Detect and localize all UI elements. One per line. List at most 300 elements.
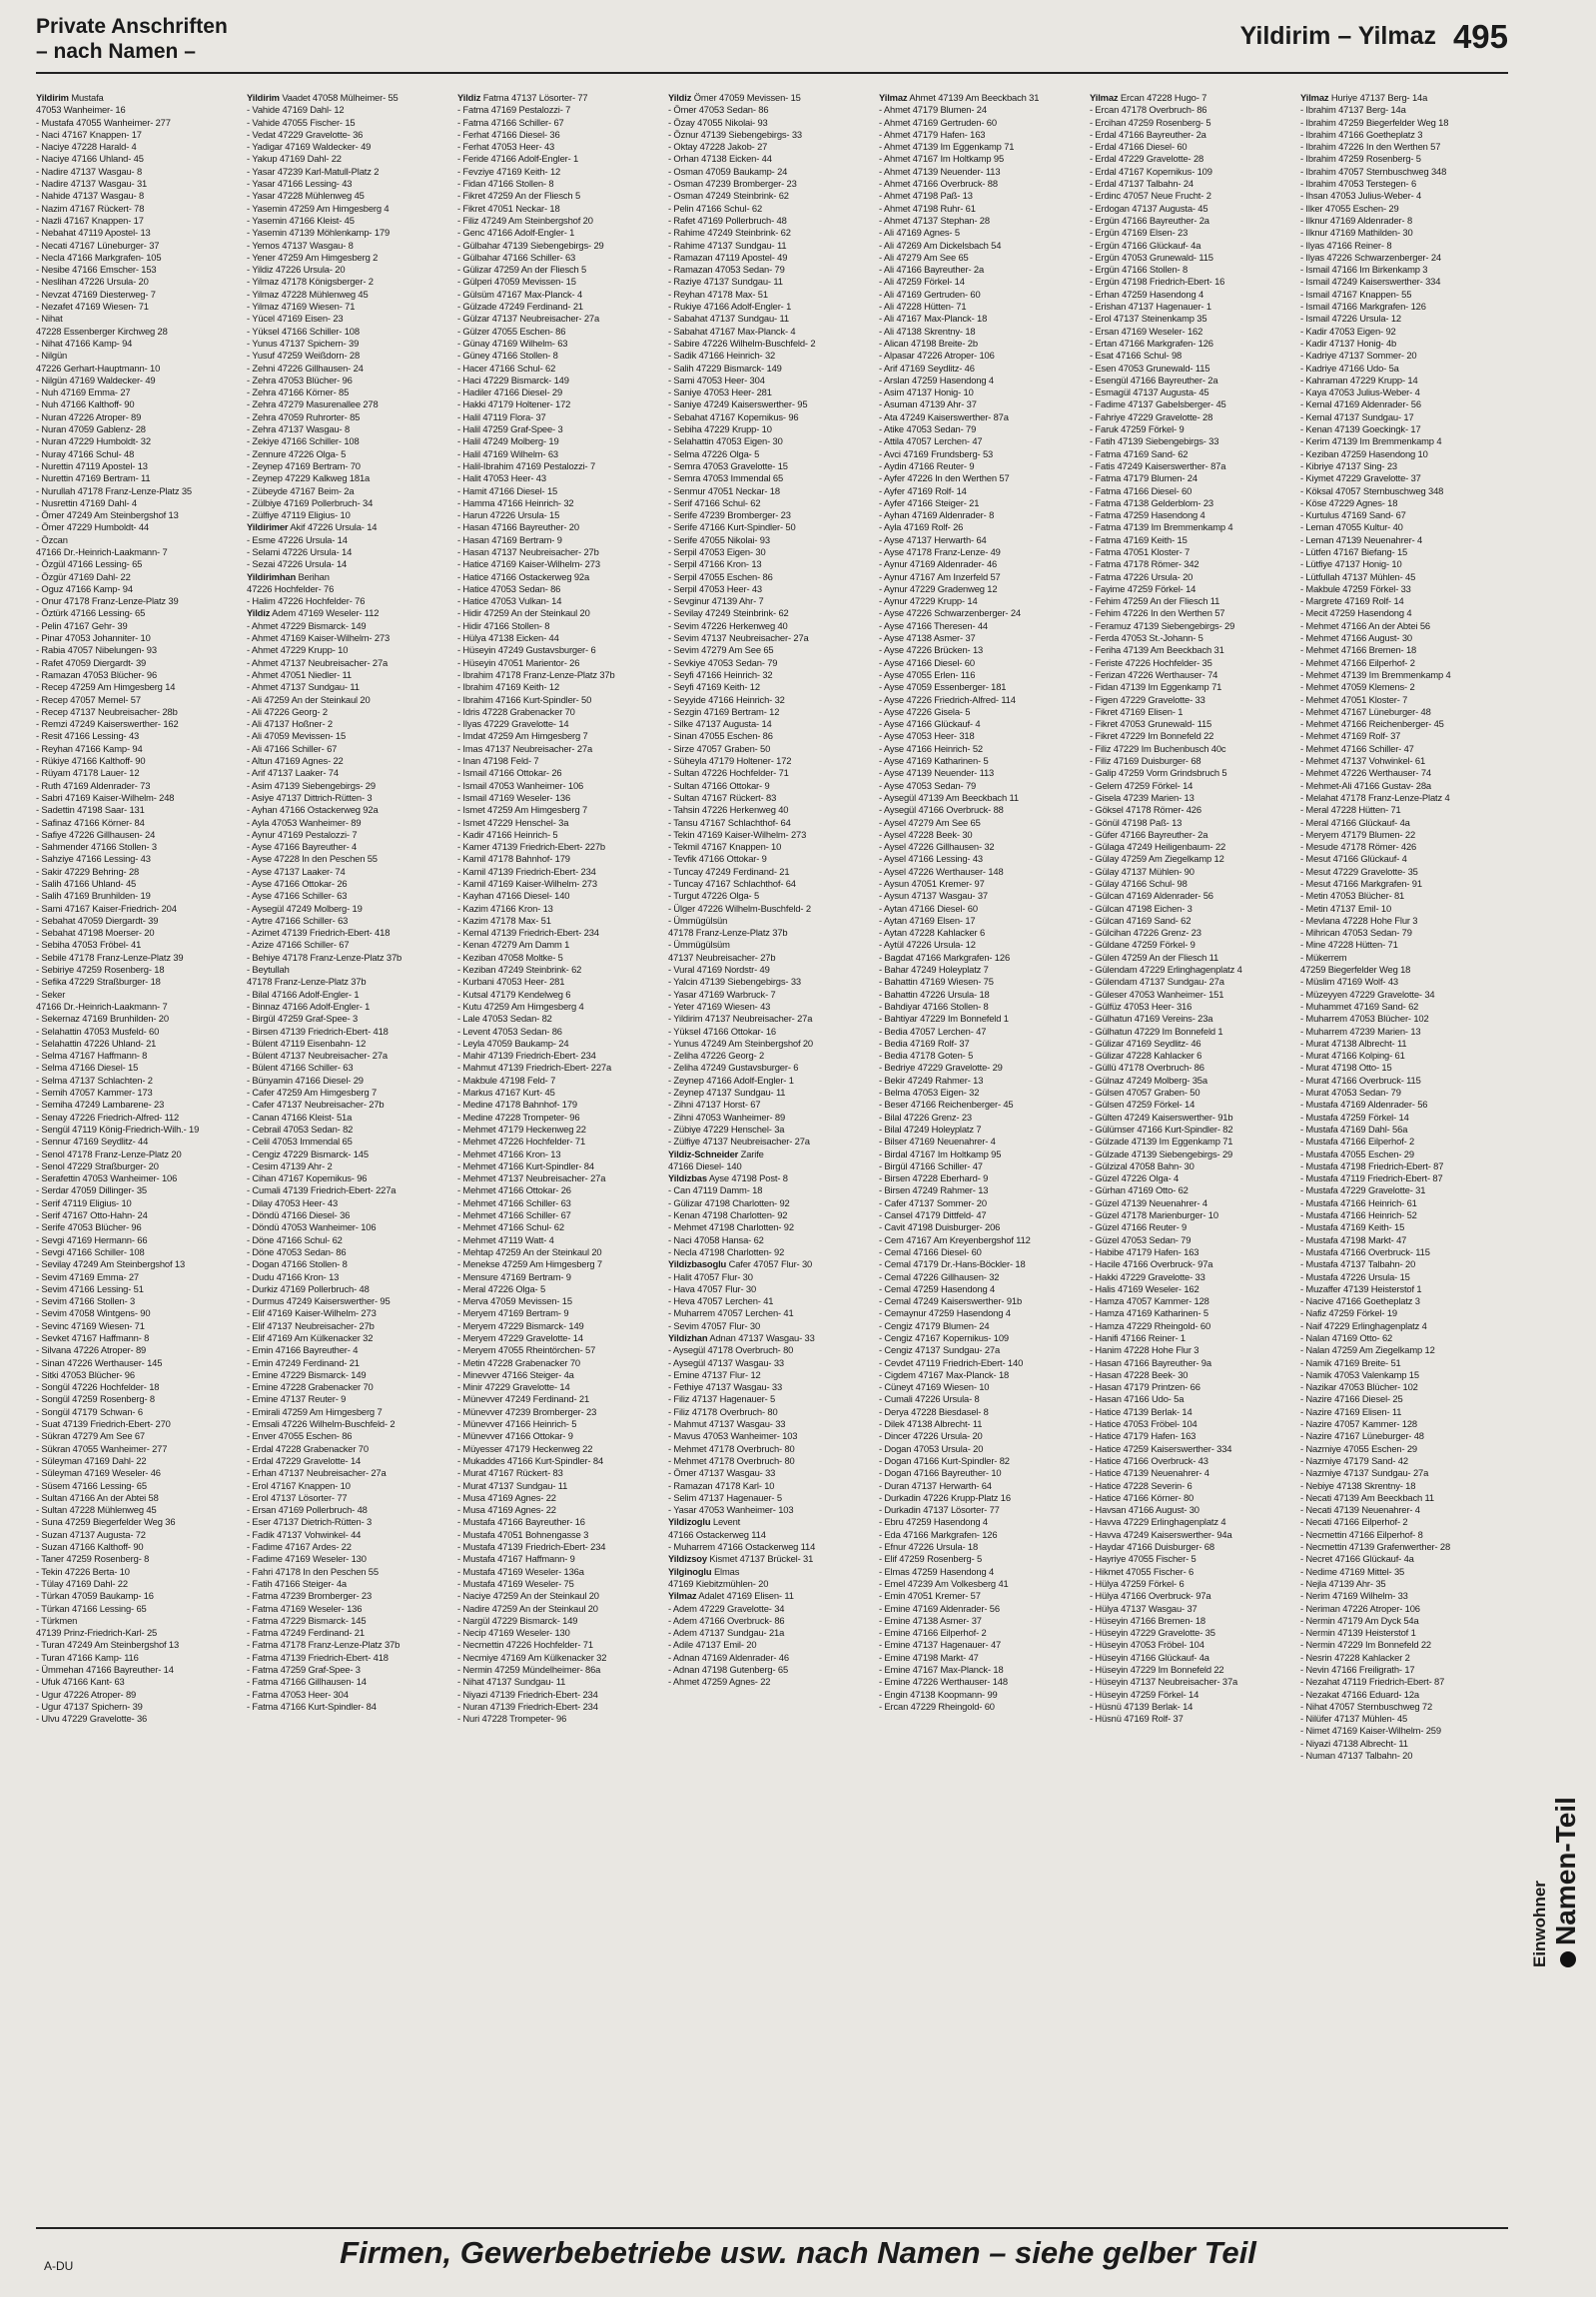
- entry-text: - Ayse 47138 Asmer- 37: [879, 632, 976, 644]
- entry-text: - Nuran 47226 Atroper- 89: [36, 410, 142, 422]
- directory-entry: [247, 117, 445, 129]
- entry-text: - Binnaz 47166 Adolf-Engler- 1: [247, 1000, 371, 1012]
- entry-text: - Belma 47053 Eigen- 32: [879, 1087, 980, 1099]
- directory-entry: [1090, 1258, 1288, 1270]
- directory-entry: [1090, 669, 1288, 681]
- entry-text: - Ismail 47249 Kaiserswerther- 334: [1300, 276, 1441, 288]
- surname-heading: Yildirim: [247, 92, 280, 103]
- entry-text: - Ayfer 47169 Rolf- 14: [879, 484, 967, 496]
- directory-entry: [36, 1590, 235, 1602]
- entry-text: - Canan 47166 Kleist- 51a: [247, 1111, 353, 1123]
- directory-entry: [1090, 681, 1288, 693]
- entry-text: - Bagdat 47166 Markgrafen- 126: [879, 951, 1011, 963]
- directory-entry: [36, 743, 235, 755]
- entry-text: - Mehmet 47167 Lüneburger- 48: [1300, 705, 1431, 717]
- entry-text: - Bedriye 47229 Gravelotte- 29: [879, 1062, 1003, 1074]
- directory-entry: [668, 326, 867, 338]
- entry-text: - Hatice 47166 Overbruck- 43: [1090, 1454, 1208, 1466]
- directory-entry: [247, 1050, 445, 1062]
- entry-text: - Yunus 47137 Spichern- 39: [247, 337, 360, 349]
- entry-text: - Ayla 47053 Wanheimer- 89: [247, 816, 362, 828]
- directory-entry: [36, 1713, 235, 1725]
- entry-text: - Musa 47169 Agnes- 22: [457, 1504, 556, 1516]
- entry-text: - Ergün 47198 Friedrich-Ebert- 16: [1090, 276, 1225, 288]
- entry-text: - Hüseyin 47053 Fröbel- 104: [1090, 1639, 1204, 1651]
- directory-entry: [879, 1504, 1078, 1516]
- directory-entry: [457, 1418, 656, 1430]
- entry-text: - Naci 47167 Knappen- 17: [36, 128, 142, 140]
- directory-entry: [1300, 1148, 1499, 1160]
- entry-text: - Bahdiyar 47166 Stollen- 8: [879, 1000, 989, 1012]
- directory-entry: [879, 866, 1078, 878]
- surname-heading: Yildizbas: [668, 1172, 707, 1184]
- entry-text: - Ayse 47137 Laaker- 74: [247, 865, 346, 877]
- directory-entry: [879, 1197, 1078, 1209]
- directory-entry: [457, 435, 656, 447]
- directory-entry: [1090, 1652, 1288, 1664]
- directory-entry: [36, 497, 235, 509]
- directory-entry: [457, 1246, 656, 1258]
- directory-entry: [247, 1332, 445, 1344]
- entry-text: - Mustafa 47229 Gravelotte- 31: [1300, 1184, 1426, 1196]
- entry-text: - Nermin 47259 Mündelheimer- 86a: [457, 1664, 601, 1675]
- directory-entry: [668, 1357, 867, 1369]
- directory-entry: [1300, 460, 1499, 472]
- entry-text: - Yasemin 47139 Möhlenkamp- 179: [247, 227, 391, 239]
- entry-text: - Suzan 47137 Augusta- 72: [36, 1528, 146, 1540]
- directory-entry: [1090, 1136, 1288, 1148]
- entry-text: - Aynur 47169 Aldenrader- 46: [879, 558, 998, 570]
- directory-entry: [668, 755, 867, 767]
- entry-text: - Mehmet-Ali 47166 Gustav- 28a: [1300, 779, 1431, 791]
- directory-entry: [1090, 264, 1288, 276]
- entry-text: - Ümmügülsün: [668, 914, 728, 926]
- entry-text: - Sevim 47057 Flur- 30: [668, 1319, 761, 1331]
- entry-text: - Aysel 47279 Am See 65: [879, 816, 981, 828]
- directory-entry: [668, 989, 867, 1001]
- directory-entry: [668, 1418, 867, 1430]
- directory-entry: [668, 203, 867, 215]
- directory-entry: [1300, 1087, 1499, 1099]
- entry-text: - Ibrahim 47166 Goetheplatz 3: [1300, 128, 1423, 140]
- entry-text: - Fehim 47259 An der Fliesch 11: [1090, 595, 1220, 607]
- directory-entry: [457, 521, 656, 533]
- entry-text: - Mahmut 47139 Friedrich-Ebert- 227a: [457, 1062, 612, 1074]
- entry-text: - Kaya 47053 Julius-Weber- 4: [1300, 386, 1420, 398]
- entry-text: - Hakki 47179 Holtener- 172: [457, 398, 571, 410]
- directory-entry: [36, 890, 235, 902]
- directory-entry: [36, 1529, 235, 1541]
- entry-text: - Fikret 47053 Grunewald- 115: [1090, 718, 1212, 730]
- entry-text: - Serpil 47166 Kron- 13: [668, 558, 762, 570]
- directory-entry: [668, 166, 867, 178]
- directory-entry: [247, 792, 445, 804]
- directory-entry: [1090, 1234, 1288, 1246]
- directory-entry: [1090, 1099, 1288, 1111]
- directory-entry: [879, 595, 1078, 607]
- directory-entry: [36, 607, 235, 619]
- directory-entry: [457, 1136, 656, 1148]
- entry-text: - Müslim 47169 Wolf- 43: [1300, 976, 1398, 988]
- directory-entry: [879, 1516, 1078, 1528]
- directory-entry: [457, 780, 656, 792]
- entry-text: - Meryem 47179 Blumen- 22: [1300, 828, 1416, 840]
- entry-text: - Mehmet 47137 Vohwinkel- 61: [1300, 755, 1426, 767]
- entry-text: - Erdal 47228 Grabenacker 70: [247, 1442, 369, 1454]
- directory-entry: [879, 804, 1078, 816]
- directory-entry: [457, 681, 656, 693]
- directory-entry: [1300, 153, 1499, 165]
- entry-text: - Ayse 47228 In den Peschen 55: [247, 853, 378, 865]
- entry-text: - Fethiye 47137 Wasgau- 33: [668, 1381, 783, 1393]
- directory-entry: [247, 1590, 445, 1602]
- entry-text: - Yakup 47169 Dahl- 22: [247, 153, 342, 165]
- entry-text: - Sitki 47053 Blücher- 96: [36, 1368, 135, 1380]
- entry-text: - Elif 47169 Am Külkenacker 32: [247, 1331, 374, 1343]
- entry-text: - Hüseyin 47229 Im Bonnefeld 22: [1090, 1664, 1224, 1675]
- entry-text: - Kurbani 47053 Heer- 281: [457, 976, 565, 988]
- entry-text: - Sebahat 47059 Diergardt- 39: [36, 914, 159, 926]
- directory-entry: [668, 1197, 867, 1209]
- entry-text: - Senol 47178 Franz-Lenze-Platz 20: [36, 1148, 182, 1159]
- directory-entry: [1090, 866, 1288, 878]
- directory-entry: [879, 829, 1078, 841]
- entry-text: - Sefika 47229 Straßburger- 18: [36, 976, 161, 988]
- directory-entry: [247, 718, 445, 730]
- surname-heading: Yilmaz: [1090, 92, 1119, 103]
- directory-entry: [36, 1701, 235, 1713]
- directory-entry: [457, 485, 656, 497]
- entry-text: - Güzel 47226 Olga- 4: [1090, 1172, 1180, 1184]
- directory-entry: [668, 1172, 867, 1184]
- directory-entry: [36, 669, 235, 681]
- entry-text: - Fatma 47169 Weseler- 136: [247, 1602, 363, 1614]
- entry-text: - Hülya 47138 Eicken- 44: [457, 632, 559, 644]
- directory-entry: [247, 669, 445, 681]
- entry-text: - Mustafa 47166 Heinrich- 61: [1300, 1196, 1417, 1208]
- directory-entry: [36, 1553, 235, 1565]
- entry-text: - Aysel 47166 Lessing- 43: [879, 853, 983, 865]
- directory-entry: [1090, 363, 1288, 375]
- entry-text: - Nevin 47166 Freiligrath- 17: [1300, 1664, 1415, 1675]
- directory-entry: [457, 1701, 656, 1713]
- directory-entry: [1300, 1480, 1499, 1492]
- entry-text: - Gülsen 47057 Graben- 50: [1090, 1087, 1200, 1099]
- surname-heading: Yildirim: [36, 92, 69, 103]
- entry-text: - Cevdet 47119 Friedrich-Ebert- 140: [879, 1356, 1024, 1368]
- directory-entry: [879, 240, 1078, 252]
- directory-entry: [1090, 595, 1288, 607]
- entry-text: - Ibrahim 47057 Sternbuschweg 348: [1300, 165, 1447, 177]
- entry-text: - Murat 47166 Kolping- 61: [1300, 1050, 1405, 1062]
- entry-text: - Ismet 47229 Henschel- 3a: [457, 816, 569, 828]
- entry-text: - Erhan 47137 Neubreisacher- 27a: [247, 1467, 387, 1479]
- entry-text: - Nazire 47167 Lüneburger- 48: [1300, 1430, 1424, 1442]
- surname-heading: Yildizhan: [668, 1331, 708, 1343]
- entry-text: 47178 Franz-Lenze-Platz 37b: [668, 927, 788, 939]
- entry-text: - Gülsüm 47167 Max-Planck- 4: [457, 288, 583, 300]
- surname-heading: Yildirimhan: [247, 570, 297, 582]
- directory-entry: [1300, 743, 1499, 755]
- entry-text: - Mustafa 47198 Friedrich-Ebert- 87: [1300, 1159, 1444, 1171]
- directory-entry: [668, 398, 867, 410]
- directory-entry: [668, 423, 867, 435]
- directory-entry: [457, 166, 656, 178]
- entry-text: - Nezafet 47169 Wiesen- 71: [36, 301, 149, 313]
- directory-entry: [879, 117, 1078, 129]
- directory-entry: [1090, 1038, 1288, 1050]
- entry-text: - Zihni 47137 Horst- 67: [668, 1099, 761, 1111]
- directory-entry: [36, 1689, 235, 1701]
- directory-entry: [668, 804, 867, 816]
- entry-text: - Beytullah: [247, 964, 290, 976]
- directory-entry: [1090, 792, 1288, 804]
- entry-text: - Songül 47259 Rosenberg- 8: [36, 1393, 155, 1405]
- directory-entry: [247, 546, 445, 558]
- entry-text: - Kazim 47166 Kron- 13: [457, 902, 553, 914]
- directory-entry: [1090, 129, 1288, 141]
- entry-text: - Sevgi 47169 Hermann- 66: [36, 1233, 148, 1245]
- directory-entry: [247, 866, 445, 878]
- directory-entry: [1090, 1664, 1288, 1676]
- entry-text: - Sevginur 47139 Ahr- 7: [668, 595, 764, 607]
- directory-entry: [668, 743, 867, 755]
- directory-entry: [879, 620, 1078, 632]
- directory-entry: [247, 1062, 445, 1074]
- entry-text: - Fadik 47137 Vohwinkel- 44: [247, 1528, 362, 1540]
- entry-text: - Fatma 47226 Ursula- 20: [1090, 570, 1194, 582]
- directory-entry: [1300, 264, 1499, 276]
- directory-entry: [668, 435, 867, 447]
- directory-column-4: [668, 92, 867, 2219]
- entry-text: - Harun 47226 Ursula- 15: [457, 509, 560, 521]
- entry-text: - Ismail 47226 Ursula- 12: [1300, 313, 1401, 325]
- directory-entry: [247, 104, 445, 116]
- entry-text: - Nerim 47169 Wilhelm- 33: [1300, 1590, 1408, 1602]
- entry-text: - Adile 47137 Emil- 20: [668, 1639, 757, 1651]
- entry-text: - Osman 47059 Baukamp- 24: [668, 165, 788, 177]
- entry-text: - Keziban 47249 Steinbrink- 62: [457, 964, 582, 976]
- directory-entry: [1090, 1418, 1288, 1430]
- entry-text: - Nuray 47166 Schul- 48: [36, 447, 135, 459]
- entry-text: - Merva 47059 Mevissen- 15: [457, 1295, 572, 1307]
- directory-entry: [1090, 1062, 1288, 1074]
- directory-entry: [668, 1627, 867, 1639]
- entry-text: - Halil-Ibrahim 47169 Pestalozzi- 7: [457, 459, 596, 471]
- directory-entry: [879, 915, 1078, 927]
- entry-text: - Minir 47229 Gravelotte- 14: [457, 1381, 570, 1393]
- entry-text: - Ali 47169 Agnes- 5: [879, 227, 960, 239]
- directory-entry: [247, 1455, 445, 1467]
- directory-entry: [457, 841, 656, 853]
- directory-entry: [1090, 166, 1288, 178]
- directory-entry: [457, 718, 656, 730]
- entry-text: - Mehmet 47137 Neubreisacher- 27a: [457, 1172, 606, 1184]
- directory-entry: [879, 1689, 1078, 1701]
- entry-text: - Cüneyt 47169 Wiesen- 10: [879, 1381, 990, 1393]
- entry-text: - Cafer 47259 Am Himgesberg 7: [247, 1087, 378, 1099]
- entry-text: - Yasar 47228 Mühlenweg 45: [247, 190, 365, 202]
- entry-text: - Gülcan 47198 Eichen- 3: [1090, 902, 1193, 914]
- entry-text: - Gülen 47259 An der Fliesch 11: [1090, 951, 1219, 963]
- entry-text: - Kamil 47169 Kaiser-Wilhelm- 273: [457, 878, 597, 889]
- entry-text: - Selahattin 47226 Uhland- 21: [36, 1037, 157, 1049]
- entry-text: - Alican 47198 Breite- 2b: [879, 337, 978, 349]
- directory-entry: [668, 1148, 867, 1160]
- entry-text: - Fatma 47259 Graf-Spee- 3: [247, 1664, 361, 1675]
- entry-text: - Hatice 47166 Ostackerweg 92a: [457, 570, 590, 582]
- directory-entry: [1300, 903, 1499, 915]
- directory-entry: [668, 1075, 867, 1087]
- directory-entry: [668, 1087, 867, 1099]
- entry-text: - Sevim 47058 Wintgens- 90: [36, 1307, 151, 1319]
- directory-entry: [1300, 1664, 1499, 1676]
- directory-entry: [1300, 534, 1499, 546]
- directory-entry: [879, 644, 1078, 656]
- entry-text: - Bahattin 47169 Wiesen- 75: [879, 976, 994, 988]
- entry-text: - Süleyman 47169 Weseler- 46: [36, 1467, 161, 1479]
- directory-entry: [36, 423, 235, 435]
- entry-text: - Fahriye 47229 Gravelotte- 28: [1090, 410, 1213, 422]
- directory-entry: [247, 129, 445, 141]
- entry-text: - Selami 47226 Ursula- 14: [247, 545, 353, 557]
- surname-heading: Yilmaz: [1300, 92, 1329, 103]
- directory-entry: [879, 1344, 1078, 1356]
- directory-entry: [1300, 240, 1499, 252]
- directory-entry: [36, 583, 235, 595]
- entry-text: - Fatma 47166 Gillhausen- 14: [247, 1676, 367, 1688]
- directory-entry: [36, 375, 235, 386]
- entry-text: - Mustafa 47139 Friedrich-Ebert- 234: [457, 1541, 606, 1553]
- directory-entry: [1300, 1172, 1499, 1184]
- entry-text: - Medine 47228 Trompeter- 96: [457, 1111, 580, 1123]
- directory-entry: [247, 780, 445, 792]
- entry-text: - Ismail 47169 Weseler- 136: [457, 791, 571, 803]
- directory-entry: [668, 1221, 867, 1233]
- directory-entry: [1090, 632, 1288, 644]
- directory-entry: [247, 657, 445, 669]
- directory-entry: [668, 1160, 867, 1172]
- directory-entry: [668, 607, 867, 619]
- entry-text: - Sultan 47228 Mühlenweg 45: [36, 1504, 157, 1516]
- directory-entry: [36, 166, 235, 178]
- directory-entry: [1300, 767, 1499, 779]
- entry-text: - Safiye 47226 Gillhausen- 24: [36, 828, 156, 840]
- entry-text: - Erdal 47166 Bayreuther- 2a: [1090, 128, 1206, 140]
- entry-text: - Birsen 47249 Rahmer- 13: [879, 1184, 989, 1196]
- entry-text: - Emirali 47259 Am Himgesberg 7: [247, 1405, 383, 1417]
- directory-entry: [668, 472, 867, 484]
- entry-text: - Mesude 47178 Römer- 426: [1300, 841, 1417, 853]
- directory-entry: [1090, 460, 1288, 472]
- directory-entry: [36, 252, 235, 264]
- directory-entry: [668, 509, 867, 521]
- directory-entry: [1300, 497, 1499, 509]
- entry-text: - Birdal 47167 Im Holtkamp 95: [879, 1148, 1002, 1159]
- entry-text: - Süsem 47166 Lessing- 65: [36, 1479, 147, 1491]
- entry-text: - Niyazi 47139 Friedrich-Ebert- 234: [457, 1688, 598, 1700]
- directory-entry: [247, 1430, 445, 1442]
- directory-entry: [1300, 190, 1499, 202]
- directory-entry: [36, 817, 235, 829]
- entry-text: - Bilal 47166 Adolf-Engler- 1: [247, 988, 360, 1000]
- directory-entry: [457, 1467, 656, 1479]
- entry-text: - Yücel 47169 Eisen- 23: [247, 313, 344, 325]
- directory-entry: [457, 1112, 656, 1124]
- directory-entry: [457, 472, 656, 484]
- entry-text: - Nedime 47169 Mittel- 35: [1300, 1565, 1405, 1577]
- directory-entry: [668, 264, 867, 276]
- directory-entry: [1090, 903, 1288, 915]
- entry-text: - Eser 47137 Dietrich-Rütten- 3: [247, 1516, 373, 1528]
- entry-text: Ayse 47198 Post- 8: [708, 1172, 788, 1184]
- directory-entry: [668, 448, 867, 460]
- directory-entry: [457, 1676, 656, 1688]
- entry-text: - Nesibe 47166 Emscher- 153: [36, 264, 157, 276]
- entry-text: - Cavit 47198 Duisburger- 206: [879, 1221, 1001, 1233]
- directory-entry: [36, 1332, 235, 1344]
- entry-text: - Ayse 47166 Diesel- 60: [879, 656, 975, 668]
- directory-entry: [36, 804, 235, 816]
- directory-entry: [879, 1099, 1078, 1111]
- directory-entry: [1090, 178, 1288, 190]
- directory-entry: [1090, 1160, 1288, 1172]
- entry-text: - Zülfiye 47119 Eligius- 10: [247, 509, 351, 521]
- directory-entry: [457, 1566, 656, 1578]
- entry-text: - Emsali 47226 Wilhelm-Buschfeld- 2: [247, 1418, 396, 1430]
- footer-rule: [36, 2227, 1508, 2229]
- entry-text: - Nuh 47169 Emma- 27: [36, 386, 131, 398]
- directory-entry: [879, 1492, 1078, 1504]
- entry-text: - Cemal 47249 Kaiserswerther- 91b: [879, 1295, 1023, 1307]
- directory-entry: [1090, 276, 1288, 288]
- entry-text: - Silke 47137 Augusta- 14: [668, 718, 772, 730]
- entry-text: 47226 Hochfelder- 76: [247, 582, 335, 594]
- entry-text: - Ayse 47059 Essenberger- 181: [879, 681, 1007, 693]
- entry-text: - Mustafa 47169 Aldenrader- 56: [1300, 1099, 1428, 1111]
- directory-entry: [1090, 1443, 1288, 1455]
- directory-entry: [247, 915, 445, 927]
- entry-text: - Halit 47057 Flur- 30: [668, 1270, 753, 1282]
- entry-text: - Arif 47137 Laaker- 74: [247, 767, 339, 779]
- directory-entry: [668, 92, 867, 104]
- directory-entry: [36, 939, 235, 951]
- entry-text: - Kadir 47053 Eigen- 92: [1300, 325, 1396, 337]
- directory-entry: [1090, 976, 1288, 988]
- directory-entry: [668, 976, 867, 988]
- entry-text: - Fayime 47259 Förkel- 14: [1090, 582, 1197, 594]
- entry-text: - Gülizar 47259 An der Fliesch 5: [457, 264, 587, 276]
- entry-text: - Nilgün: [36, 350, 68, 362]
- entry-text: - Haci 47229 Bismarck- 149: [457, 374, 569, 385]
- entry-text: - Ali 47166 Schiller- 67: [247, 742, 338, 754]
- directory-entry: [457, 644, 656, 656]
- surname-heading: Yildiz: [247, 607, 271, 619]
- entry-text: - Halim 47226 Hochfelder- 76: [247, 595, 366, 607]
- directory-entry: [668, 915, 867, 927]
- directory-entry: [36, 866, 235, 878]
- directory-entry: [879, 1369, 1078, 1381]
- directory-entry: [879, 264, 1078, 276]
- directory-entry: [457, 1664, 656, 1676]
- directory-entry: [668, 558, 867, 570]
- directory-entry: [1300, 1529, 1499, 1541]
- directory-entry: [1300, 595, 1499, 607]
- entry-text: - Murat 47198 Otto- 15: [1300, 1062, 1392, 1074]
- directory-entry: [247, 1467, 445, 1479]
- entry-text: - Gülizar 47198 Charlotten- 92: [668, 1196, 790, 1208]
- directory-entry: [457, 1295, 656, 1307]
